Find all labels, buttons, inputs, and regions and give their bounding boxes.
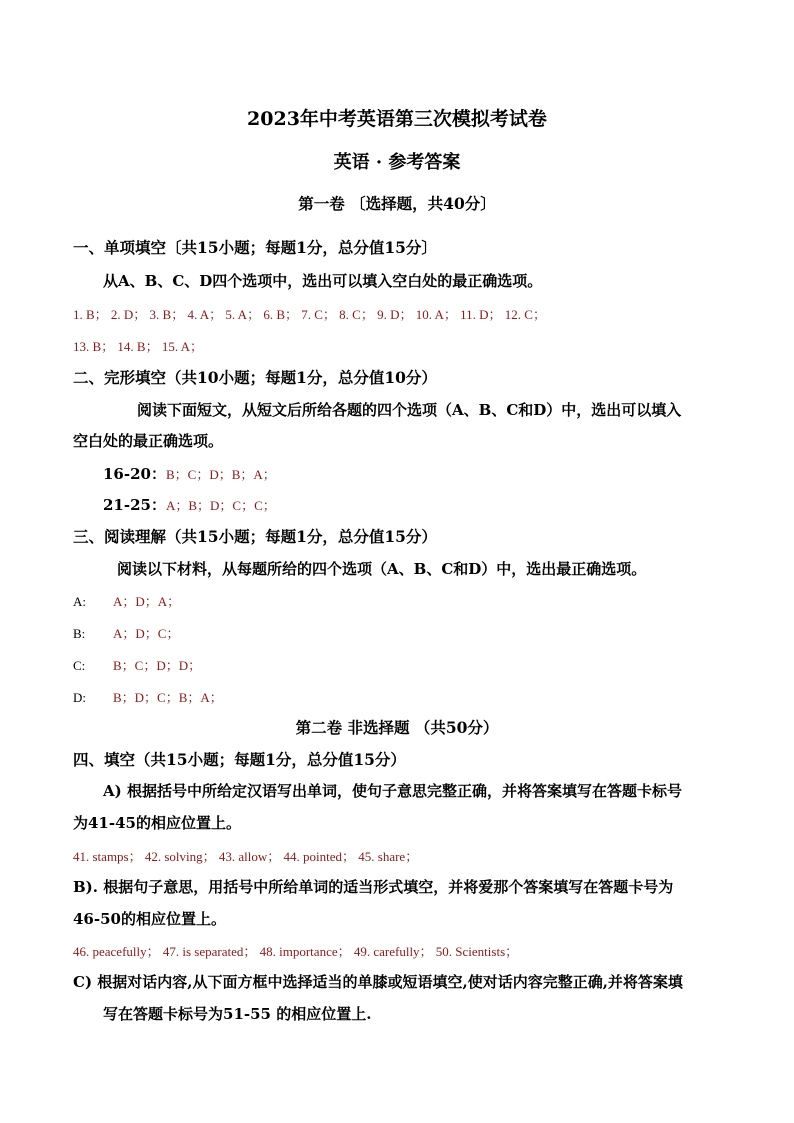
- section3-instruction: 阅读以下材料，从每题所给的四个选项（A、B、C和D）中，选出最正确选项。: [117, 560, 647, 578]
- section4a-instruction-line2: 为41-45的相应位置上。: [73, 814, 241, 832]
- section2-group1-answers: B；C；D；B；A；: [165, 467, 276, 482]
- reading-row-b-label: B:: [73, 626, 86, 641]
- reading-row-d-label: D:: [73, 690, 86, 705]
- section2-instruction-line1: 阅读下面短文，从短文后所给各题的四个选项（A、B、C和D）中，选出可以填入: [137, 401, 682, 419]
- reading-row-d: [73, 687, 223, 706]
- section2-heading: 二、完形填空（共10小题；每题1分，总分值10分）: [73, 368, 437, 387]
- reading-row-c: [73, 655, 201, 674]
- section1-answers-line2: 13. B； 14. B； 15. A；: [73, 339, 204, 354]
- section1-heading: 一、单项填空〔共15小题；每题1分，总分值15分〕: [73, 238, 437, 257]
- reading-row-a-label: A:: [73, 594, 86, 609]
- section4-heading: 四、填空（共15小题；每题1分，总分值15分）: [73, 750, 406, 769]
- section4b-instruction-line2: 46-50的相应位置上。: [73, 910, 226, 928]
- section4a-answers: 41. stamps； 42. solving； 43. allow； 44. pointed； 45. share；: [73, 849, 419, 864]
- section2-group1-label: 16-20：: [103, 465, 166, 483]
- section4b-instruction-line1: B). 根据句子意思，用括号中所给单词的适当形式填空，并将爱那个答案填写在答题卡号为: [73, 878, 674, 896]
- section2-instruction-line2: 空白处的最正确选项。: [73, 432, 224, 450]
- section4c-instruction-line2: 写在答题卡标号为51-55 的相应位置上.: [103, 1005, 372, 1023]
- section2-group2-label: 21-25：: [103, 496, 166, 514]
- section1-answers-line1: 1. B； 2. D； 3. B； 4. A； 5. A； 6. B； 7. C； 8. C； 9. D； 10. A； 11. D； 12. C；: [73, 307, 546, 322]
- page-subtitle: 英语 · 参考答案: [333, 152, 461, 173]
- part2-title: 第二卷 非选择题 （共50分）: [295, 718, 499, 737]
- section2-group1: [103, 463, 276, 484]
- reading-row-c-label: C:: [73, 658, 86, 673]
- section4b-answers: 46. peacefully； 47. is separated； 48. importance； 49. carefully； 50. Scientists；: [73, 944, 519, 959]
- reading-row-b-answers: A；D；C；: [113, 626, 180, 641]
- reading-row-d-answers: B；D；C；B；A；: [113, 690, 223, 705]
- part1-title: 第一卷 〔选择题，共40分〕: [298, 194, 496, 213]
- page-title: 2023年中考英语第三次模拟考试卷: [247, 108, 547, 130]
- section3-heading: 三、阅读理解（共15小题；每题1分，总分值15分）: [73, 527, 437, 546]
- reading-row-a: [73, 591, 180, 610]
- reading-row-a-answers: A；D；A；: [113, 594, 181, 609]
- reading-row-b: [73, 623, 179, 642]
- section4c-instruction-line1: C) 根据对话内容,从下面方框中选择适当的单膝或短语填空,使对话内容完整正确,并将答案填: [73, 973, 683, 991]
- section2-group2-answers: A；B；D；C；C；: [165, 498, 276, 513]
- section2-group2: [103, 494, 276, 515]
- section4a-instruction-line1: A) 根据括号中所给定汉语写出单词，使句子意思完整正确，并将答案填写在答题卡标号: [103, 782, 682, 800]
- reading-row-c-answers: B；C；D；D；: [113, 658, 202, 673]
- section1-instruction: 从A、B、C、D四个选项中，选出可以填入空白处的最正确选项。: [103, 272, 543, 290]
